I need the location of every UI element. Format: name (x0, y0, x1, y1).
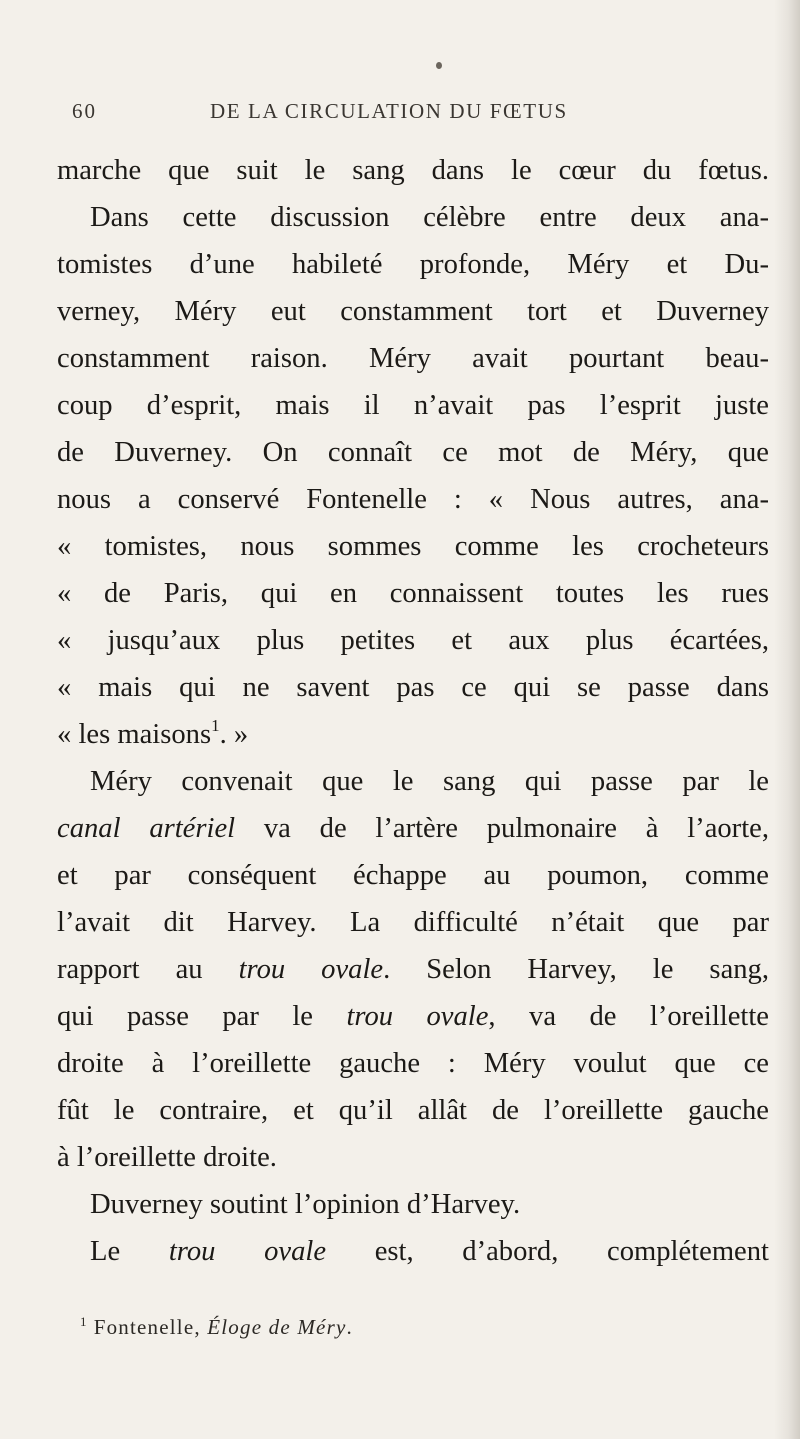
body-text (57, 147, 769, 1275)
line-text: fût le contraire, et qu’il allât de l’oreillette gauche (57, 1095, 769, 1126)
line-text: « jusqu’aux plus petites et aux plus écartées, (57, 625, 769, 656)
running-title: DE LA CIRCULATION DU FŒTUS (210, 99, 568, 123)
line-text: l’avait dit Harvey. La difficulté n’était que par (57, 907, 769, 938)
text-line (57, 899, 769, 946)
text-line (57, 1228, 769, 1275)
text-line (57, 1181, 769, 1228)
italic-text: canal artériel (57, 813, 236, 844)
line-text: nous a conservé Fontenelle : « Nous autres, ana- (57, 484, 769, 515)
footnote-marker: 1 (80, 1314, 88, 1329)
text-line (57, 335, 769, 382)
line-text: « de Paris, qui en connaissent toutes les rues (57, 578, 769, 609)
text-line (57, 570, 769, 617)
ink-speck (436, 62, 442, 69)
text-line (57, 1087, 769, 1134)
text-line (57, 852, 769, 899)
text-line (57, 147, 769, 194)
footnote-text: . (346, 1315, 353, 1339)
line-text: verney, Méry eut constamment tort et Duverney (57, 296, 769, 327)
line-text: Duverney soutint l’opinion d’Harvey. (90, 1189, 521, 1220)
line-text: marche que suit le sang dans le cœur du fœtus. (57, 155, 769, 186)
text-line (57, 476, 769, 523)
line-text: constamment raison. Méry avait pourtant beau- (57, 343, 769, 374)
line-text: « les maisons (57, 719, 212, 750)
running-header (72, 99, 772, 129)
line-text: tomistes d’une habileté profonde, Méry et Du- (57, 249, 769, 280)
footnote (80, 1314, 353, 1340)
text-line (57, 758, 769, 805)
text-segment: est, d’abord, complétement (326, 1236, 769, 1267)
text-line (57, 664, 769, 711)
italic-text: trou ovale (238, 954, 384, 985)
text-line (57, 805, 769, 852)
line-text: et par conséquent échappe au poumon, comme (57, 860, 769, 891)
text-line (57, 711, 769, 758)
text-segment: , va de l’oreillette (488, 1001, 769, 1032)
text-line (57, 1040, 769, 1087)
line-text: « tomistes, nous sommes comme les crocheteurs (57, 531, 769, 562)
text-segment: Le (90, 1236, 169, 1267)
footnote-reference: 1 (211, 716, 220, 735)
text-line (57, 617, 769, 664)
line-text: droite à l’oreillette gauche : Méry voulut que ce (57, 1048, 769, 1079)
italic-text: trou ovale (346, 1001, 489, 1032)
text-segment: va de l’artère pulmonaire à l’aorte, (235, 813, 769, 844)
text-segment: . Selon Harvey, le sang, (383, 954, 769, 985)
line-text: de Duverney. On connaît ce mot de Méry, que (57, 437, 769, 468)
text-line (57, 288, 769, 335)
text-line (57, 523, 769, 570)
text-line (57, 241, 769, 288)
line-text: Méry convenait que le sang qui passe par le (90, 766, 769, 797)
footnote-italic-text: Éloge de Méry (207, 1315, 347, 1339)
text-line (57, 946, 769, 993)
text-line (57, 993, 769, 1040)
line-text: Dans cette discussion célèbre entre deux ana- (90, 202, 769, 233)
text-line (57, 382, 769, 429)
line-text: à l’oreillette droite. (57, 1142, 277, 1173)
line-text-after: . » (219, 719, 249, 750)
text-line (57, 429, 769, 476)
text-segment: rapport au (57, 954, 239, 985)
text-line (57, 194, 769, 241)
italic-text: trou ovale (168, 1236, 327, 1267)
line-text: « mais qui ne savent pas ce qui se passe dans (57, 672, 769, 703)
page-number: 60 (72, 99, 97, 123)
line-text: coup d’esprit, mais il n’avait pas l’esprit juste (57, 390, 769, 421)
text-segment: qui passe par le (57, 1001, 347, 1032)
footnote-text: Fontenelle, (93, 1315, 208, 1339)
page-edge-shadow (774, 0, 800, 1439)
text-line (57, 1134, 769, 1181)
